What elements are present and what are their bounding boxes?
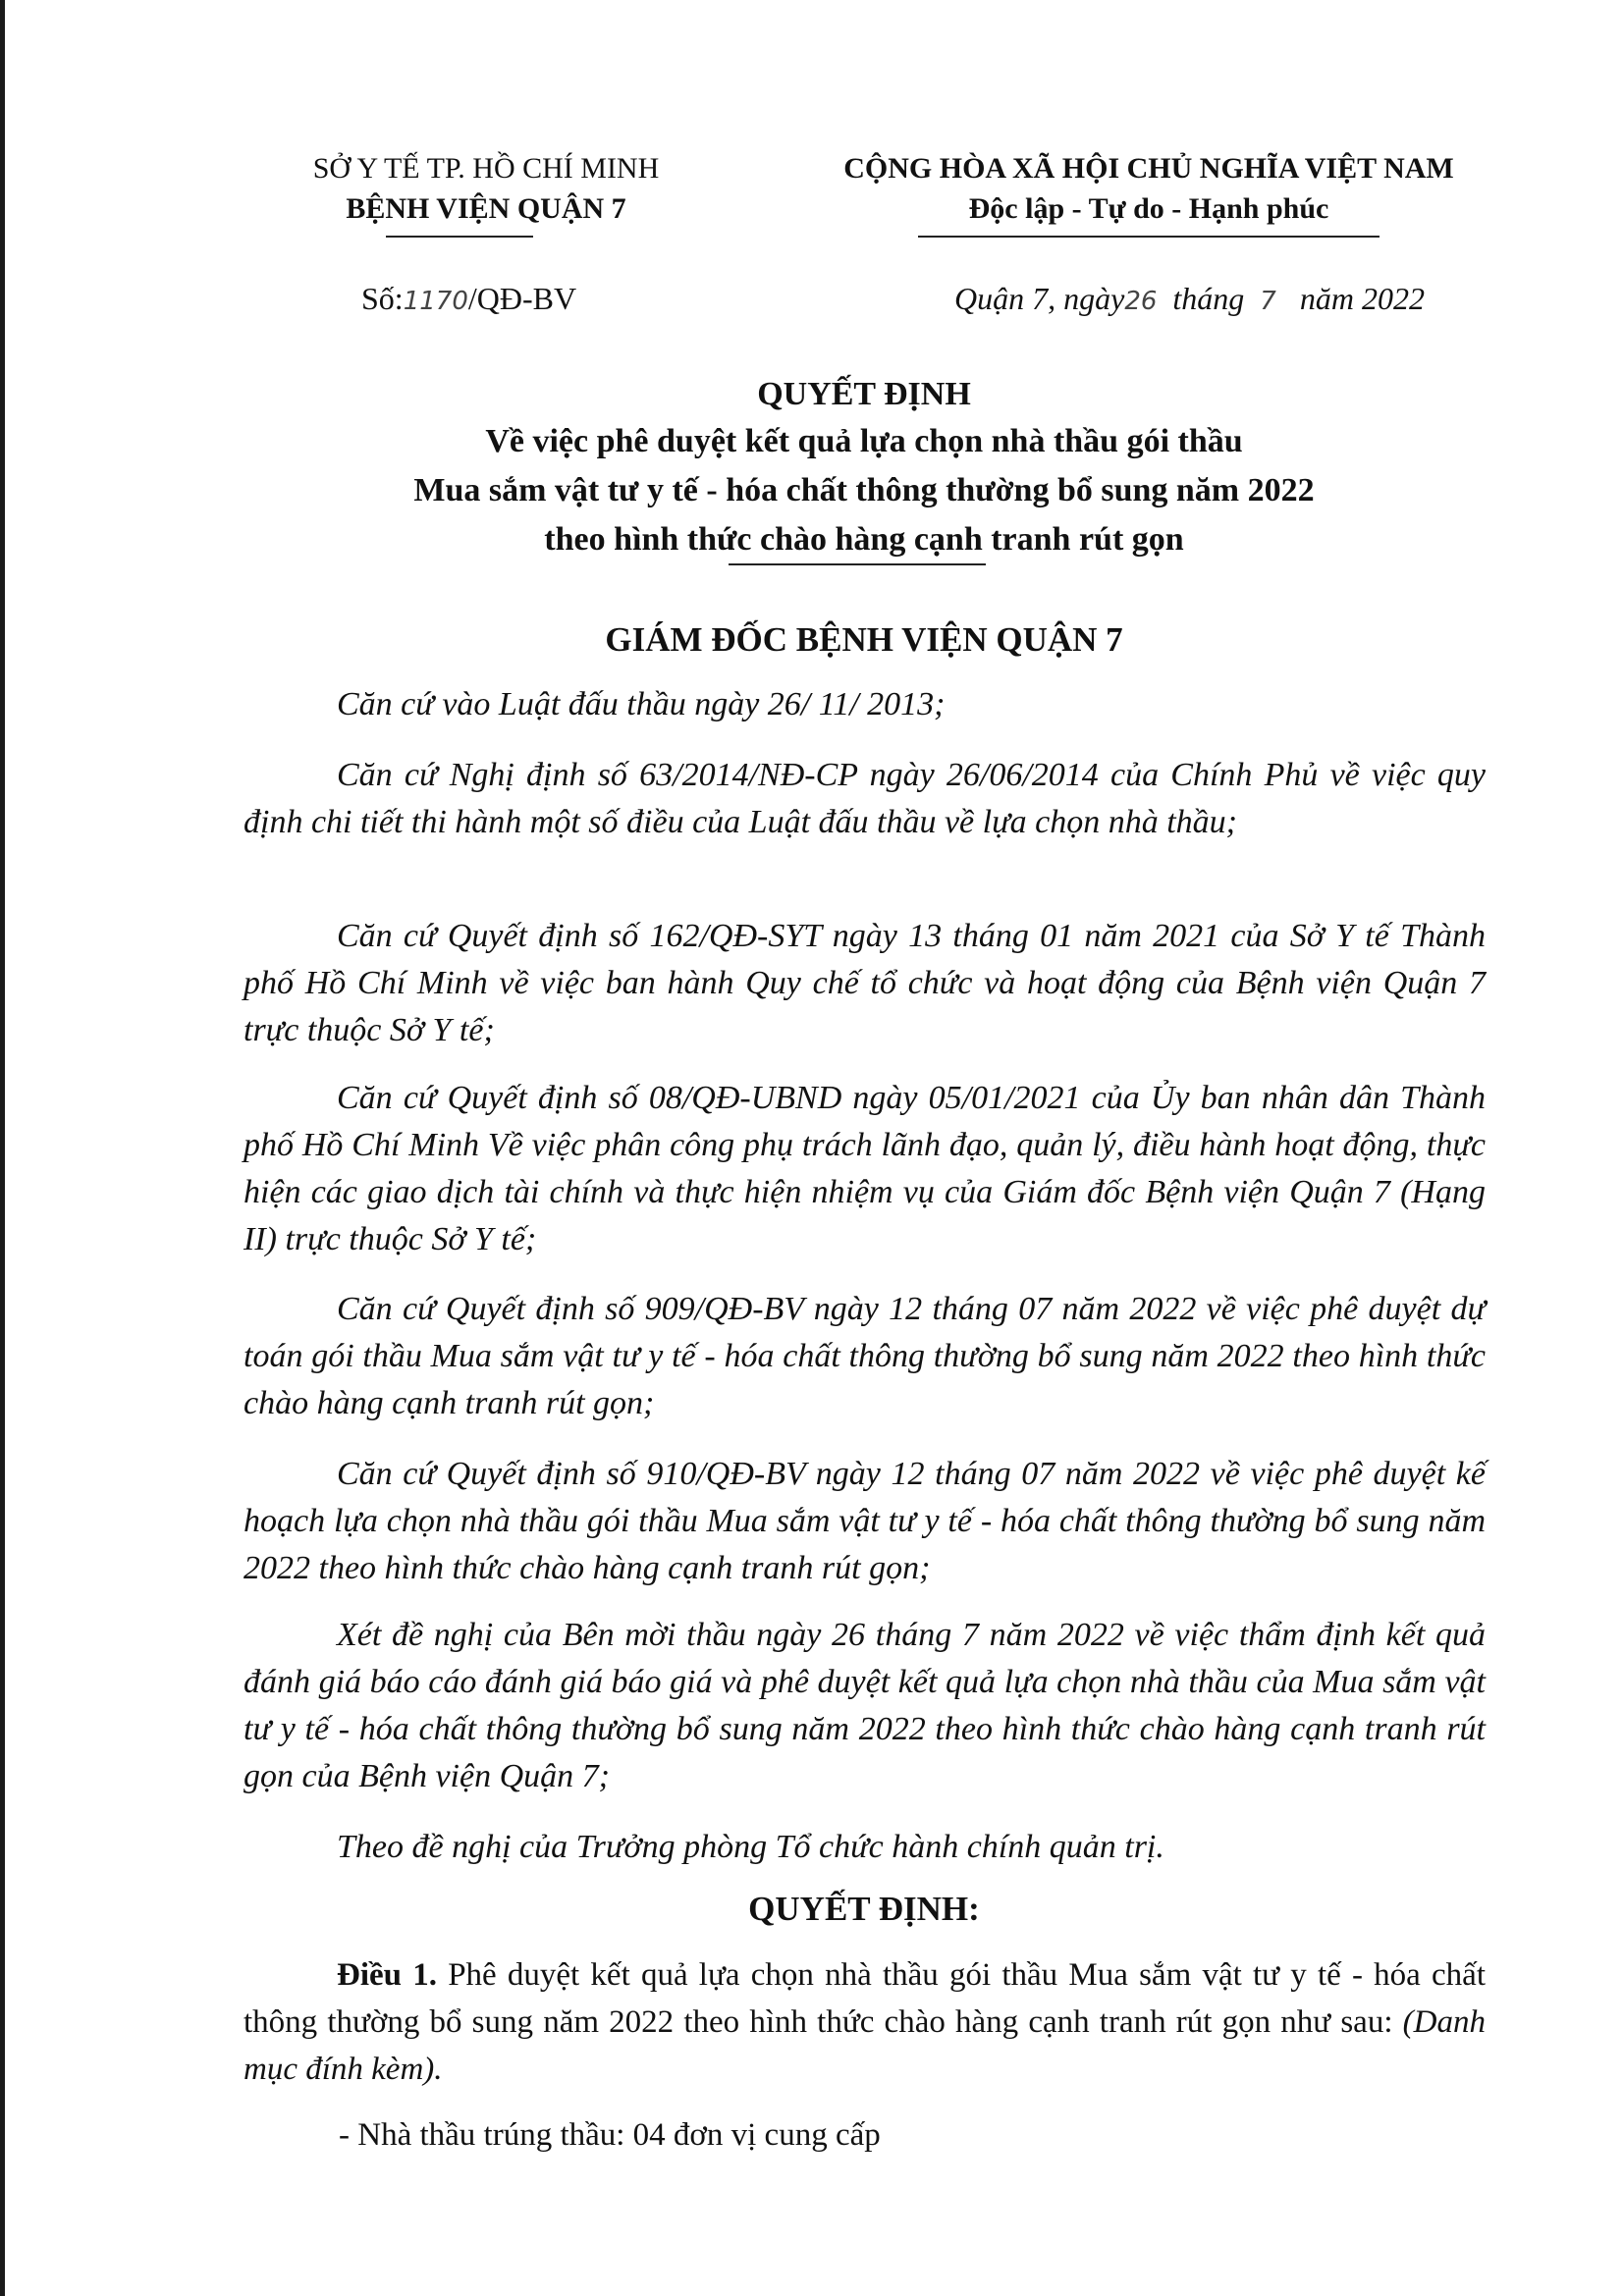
basis-decision-162: Căn cứ Quyết định số 162/QĐ-SYT ngày 13 tháng 01 năm 2021 của Sở Y tế Thành phố Hồ Chí Minh về việc ban hành Quy chế tổ chức và hoạt động của Bệnh viện Quận 7 trực thuộc Sở Y tế; bbox=[243, 918, 1486, 1048]
subject-line-3: theo hình thức chào hàng cạnh tranh rút gọn bbox=[544, 521, 1184, 558]
decision-heading: QUYẾT ĐỊNH: bbox=[748, 1890, 980, 1928]
article-1-label: Điều 1. bbox=[337, 1957, 437, 1993]
hospital-name: BỆNH VIỆN QUẬN 7 bbox=[346, 192, 626, 225]
date-year: năm 2022 bbox=[1299, 281, 1425, 316]
article-1 bbox=[243, 1951, 1486, 2093]
hospital-name-underline bbox=[386, 236, 533, 238]
number-suffix: /QĐ-BV bbox=[467, 281, 577, 316]
agency-name: SỞ Y TẾ TP. HỒ CHÍ MINH bbox=[312, 152, 660, 185]
date-month-handwritten: 7 bbox=[1260, 287, 1276, 316]
article-1-text: Phê duyệt kết quả lựa chọn nhà thầu gói thầu Mua sắm vật tư y tế - hóa chất thông thường bổ sung năm 2022 theo hình thức chào hàng cạnh tranh rút gọn như sau: bbox=[243, 1957, 1487, 2040]
number-label: Số: bbox=[361, 281, 404, 316]
basis-decree-63: Căn cứ Nghị định số 63/2014/NĐ-CP ngày 26/06/2014 của Chính Phủ về việc quy định chi tiết thi hành một số điều của Luật đấu thầu về lựa chọn nhà thầu; bbox=[243, 757, 1486, 840]
slogan: Độc lập - Tự do - Hạnh phúc bbox=[968, 192, 1329, 225]
basis-bid-proposal: Xét đề nghị của Bên mời thầu ngày 26 tháng 7 năm 2022 về việc thẩm định kết quả đánh giá báo cáo đánh giá báo giá và phê duyệt kết quả lựa chọn nhà thầu của Mua sắm vật tư y tế - hóa chất thông thường bổ sung năm 2022 theo hình thức chào hàng cạnh tranh rút gọn của Bệnh viện Quận 7; bbox=[243, 1617, 1486, 1794]
slogan-underline bbox=[918, 236, 1380, 238]
subject-line-2: Mua sắm vật tư y tế - hóa chất thông thường bổ sung năm 2022 bbox=[413, 472, 1315, 508]
document-date bbox=[954, 278, 1425, 322]
date-day-handwritten: 26 bbox=[1124, 287, 1158, 316]
article-1-attachment-note: (Danh mục đính kèm). bbox=[243, 2004, 1486, 2087]
basis-decision-910: Căn cứ Quyết định số 910/QĐ-BV ngày 12 tháng 07 năm 2022 về việc phê duyệt kế hoạch lựa chọn nhà thầu gói thầu Mua sắm vật tư y tế - hóa chất thông thường bổ sung năm 2022 theo hình thức chào hàng cạnh tranh rút gọn; bbox=[243, 1456, 1486, 1586]
date-prefix: Quận 7, ngày bbox=[954, 281, 1125, 316]
subject-line-1: Về việc phê duyệt kết quả lựa chọn nhà thầu gói thầu bbox=[485, 423, 1243, 459]
basis-admin-proposal: Theo đề nghị của Trưởng phòng Tổ chức hành chính quản trị. bbox=[337, 1829, 1164, 1865]
basis-decision-08: Căn cứ Quyết định số 08/QĐ-UBND ngày 05/01/2021 của Ủy ban nhân dân Thành phố Hồ Chí Minh Về việc phân công phụ trách lãnh đạo, quản lý, điều hành hoạt động, thực hiện các giao dịch tài chính và thực hiện nhiệm vụ của Giám đốc Bệnh viện Quận 7 (Hạng II) trực thuộc Sở Y tế; bbox=[243, 1080, 1486, 1257]
scan-left-edge bbox=[0, 0, 5, 2296]
winner-line: - Nhà thầu trúng thầu: 04 đơn vị cung cấp bbox=[339, 2117, 881, 2153]
basis-law-on-bidding: Căn cứ vào Luật đấu thầu ngày 26/ 11/ 2013; bbox=[337, 686, 946, 722]
country-motto: CỘNG HÒA XÃ HỘI CHỦ NGHĨA VIỆT NAM bbox=[843, 152, 1454, 185]
number-handwritten: 1170 bbox=[403, 287, 468, 316]
date-month-label: tháng bbox=[1172, 281, 1245, 316]
basis-decision-909: Căn cứ Quyết định số 909/QĐ-BV ngày 12 tháng 07 năm 2022 về việc phê duyệt dự toán gói thầu Mua sắm vật tư y tế - hóa chất thông thường bổ sung năm 2022 theo hình thức chào hàng cạnh tranh rút gọn; bbox=[243, 1291, 1486, 1421]
document-number bbox=[361, 278, 576, 322]
decision-title: QUYẾT ĐỊNH bbox=[757, 376, 971, 412]
authority-heading: GIÁM ĐỐC BỆNH VIỆN QUẬN 7 bbox=[605, 620, 1123, 659]
title-underline bbox=[729, 563, 986, 565]
